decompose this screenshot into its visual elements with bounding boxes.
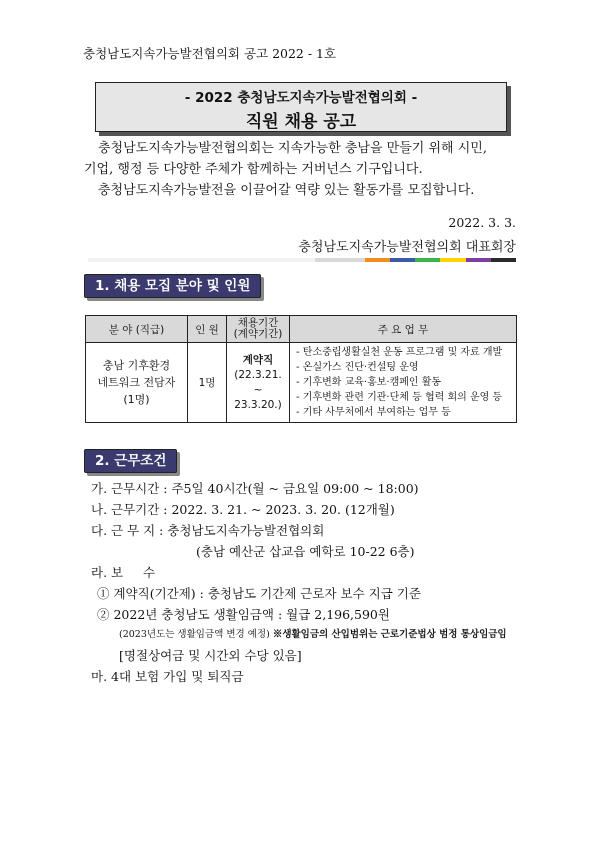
header-duties: 주 요 업 무: [290, 316, 517, 343]
title-line-2: 직원 채용 공고: [245, 112, 357, 132]
pay-note-2: ※생활임금의 산입범위는 근로기준법상 범정 통상임금임: [272, 629, 507, 640]
table-header-row: [86, 316, 517, 343]
cell-duties: [290, 343, 517, 423]
condition-insurance: 마. 4대 보험 가입 및 퇴직금: [91, 669, 244, 684]
pay-note-1: (2023년도는 생활임금액 변경 예정): [119, 629, 270, 640]
condition-pay-item-1: ① 계약직(기간제) : 충청남도 기간제 근로자 보수 지급 기준: [97, 586, 421, 601]
duty-item: - 온실가스 진단·컨설팅 운영: [296, 362, 419, 373]
header-field: 분 야 (직급): [86, 316, 188, 343]
stripe-segment: [88, 258, 315, 262]
intro-line-1: 충청남도지속가능발전협의회는 지속가능한 충남을 만들기 위해 시민,: [98, 141, 487, 156]
condition-location-address: (충남 예산군 삽교읍 예학로 10-22 6층): [196, 544, 415, 559]
duty-item: - 기타 사무처에서 부여하는 업무 등: [296, 407, 451, 418]
title-box: [95, 82, 507, 132]
cell-field: [86, 343, 188, 423]
header-period-line-1: 채용기간: [237, 317, 279, 329]
stripe-segment: [315, 258, 365, 262]
work-conditions: [91, 478, 521, 687]
title-line-1: - 2022 충청남도지속가능발전협의회 -: [184, 90, 418, 106]
intro-line-3: 충청남도지속가능발전을 이끌어갈 역량 있는 활동가를 모집합니다.: [98, 183, 475, 198]
period-line-3: ~ 23.3.20.): [234, 383, 282, 411]
recruitment-table: [85, 315, 517, 423]
stripe-segment: [491, 258, 516, 262]
stripe-segment: [415, 258, 440, 262]
intro-line-2: 기업, 행정 등 다양한 주체가 함께하는 거버넌스 기구입니다.: [84, 162, 423, 177]
header-count: 인 원: [188, 316, 227, 343]
stripe-segment: [390, 258, 415, 262]
condition-pay-item-2: ② 2022년 충청남도 생활임금액 : 월급 2,196,590원: [97, 607, 390, 622]
stripe-segment: [365, 258, 390, 262]
stripe-segment: [466, 258, 491, 262]
stripe-segment: [440, 258, 465, 262]
section-1-heading: 1. 채용 모집 분야 및 인원: [84, 274, 261, 298]
decorative-stripe: [88, 258, 516, 262]
document-reference: 충청남도지속가능발전협의회 공고 2022 - 1호: [83, 46, 337, 61]
header-period: [227, 316, 290, 343]
field-line-3: (1명): [123, 393, 150, 406]
condition-pay-note: [91, 625, 521, 645]
period-line-2: (22.3.21.: [234, 368, 282, 381]
header-period-line-2: (계약기간): [233, 328, 283, 340]
condition-period: 나. 근무기간 : 2022. 3. 21. ~ 2023. 3. 20. (12개월): [91, 502, 395, 517]
duty-item: - 기후변화 교육·홍보·캠페인 활동: [296, 377, 442, 388]
condition-pay: 라. 보 수: [91, 565, 156, 580]
intro-paragraph: [84, 138, 514, 201]
section-2-heading: 2. 근무조건: [84, 449, 177, 473]
condition-location: 다. 근 무 지 : 충청남도지속가능발전협의회: [91, 523, 325, 538]
duty-item: - 기후변화 관련 기관·단체 등 협력 회의 운영 등: [296, 392, 503, 403]
signer: 충청남도지속가능발전협의회 대표회장: [298, 240, 516, 255]
cell-period: [227, 343, 290, 423]
condition-bonus: [명절상여금 및 시간외 수당 있음]: [119, 648, 302, 663]
condition-hours: 가. 근무시간 : 주5일 40시간(월 ~ 금요일 09:00 ~ 18:00): [91, 481, 419, 496]
field-line-1: 충남 기후환경: [102, 359, 171, 372]
table-row: [86, 343, 517, 423]
period-line-1: 계약직: [242, 353, 274, 366]
duty-item: - 탄소중립생활실천 운동 프로그램 및 자료 개발: [296, 347, 503, 358]
announcement-date: 2022. 3. 3.: [448, 215, 516, 230]
field-line-2: 네트워크 전담자: [97, 376, 176, 389]
cell-count: 1명: [188, 343, 227, 423]
